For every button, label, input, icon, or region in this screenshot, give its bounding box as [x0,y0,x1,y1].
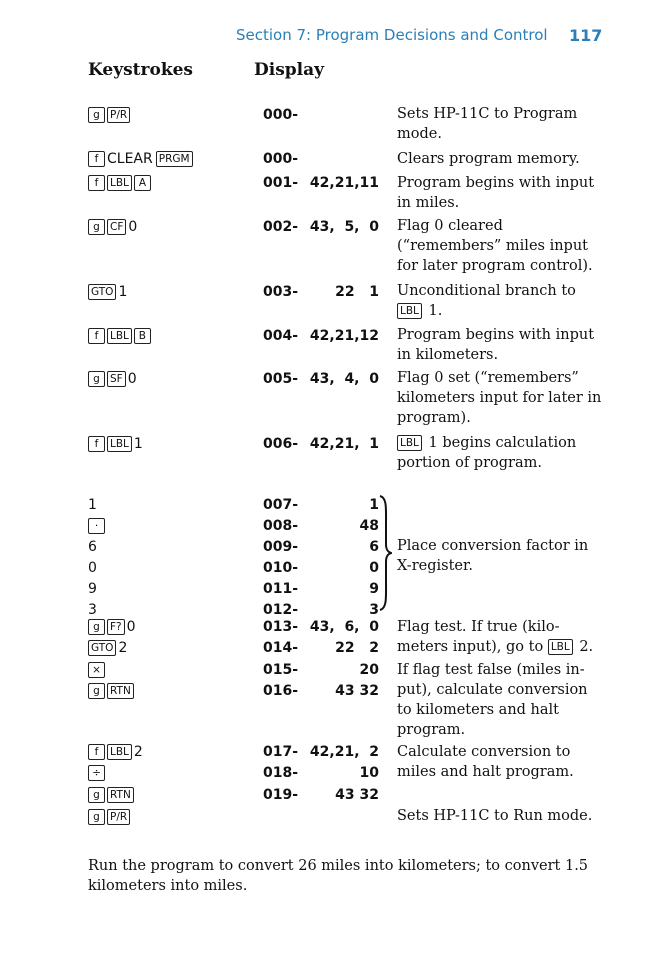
step-description: Program begins with input in kilometers. [397,327,595,363]
calculator-key: g [88,683,105,699]
line-number: 000- [263,107,299,123]
line-number: 008- [263,518,299,534]
keystroke-row [88,107,132,123]
keystroke-row [88,640,127,656]
keystroke-text: 3 [88,602,97,618]
keystroke-text: 1 [133,436,143,452]
line-number: 015- [263,662,299,678]
keystroke-row [88,619,136,635]
step-description: Unconditional branch to LBL 1. [397,283,576,319]
calculator-key: GTO [88,640,116,656]
calculator-key: P/R [107,809,130,825]
key-code: 43, 4, 0 [309,371,379,387]
line-number: 016- [263,683,299,699]
line-number: 005- [263,371,299,387]
keystroke-row [88,683,136,699]
line-number: 006- [263,436,299,452]
display-heading: Display [254,60,325,80]
line-number: 010- [263,560,299,576]
step-description: Program begins with input in miles. [397,175,595,211]
line-number: 007- [263,497,299,513]
calculator-key: LBL [107,436,132,452]
inline-key: LBL [397,303,422,319]
keystroke-row [88,371,137,387]
calculator-key: LBL [107,328,132,344]
calculator-key: g [88,787,105,803]
keystroke-row [88,151,195,167]
step-description: Calculate conversion to miles and halt program. [397,744,574,780]
line-number: 017- [263,744,299,760]
step-description: Sets HP-11C to Program mode. [397,106,578,142]
calculator-key: LBL [107,175,132,191]
key-code: 20 [359,662,379,678]
section-title: Section 7: Program Decisions and Control [236,26,548,44]
calculator-key: f [88,328,105,344]
keystroke-text: 1 [88,497,97,513]
calculator-key: SF [107,371,126,387]
keystroke-row [88,284,127,300]
step-description: Flag 0 set (“remembers” kilometers input for later in program). [397,370,602,426]
calculator-key: g [88,219,105,235]
key-code: 6 [369,539,379,555]
line-number: 014- [263,640,299,656]
calculator-key: × [88,662,105,678]
brace-bracket [378,494,392,612]
keystroke-row [88,328,153,344]
step-description: If flag test false (miles in-put), calculate conversion to kilometers and halt program. [397,662,588,738]
key-code: 10 [359,765,379,781]
keystroke-text: 0 [88,560,97,576]
step-description: Place conversion factor in X-register. [397,538,589,574]
keystroke-row [88,744,143,760]
keystroke-row [88,560,97,576]
key-code: 3 [369,602,379,618]
line-number: 001- [263,175,299,191]
calculator-key: RTN [107,683,134,699]
key-code: 42,21,12 [309,328,379,344]
calculator-key: g [88,107,105,123]
calculator-key: PRGM [156,151,193,167]
keystroke-text: 2 [133,744,143,760]
calculator-key: P/R [107,107,130,123]
keystroke-row [88,809,132,825]
keystroke-row [88,602,97,618]
key-code: 48 [359,518,379,534]
calculator-key: B [134,328,151,344]
calculator-key: f [88,175,105,191]
step-description: Flag 0 cleared (“remembers” miles input for later program control). [397,218,593,274]
keystrokes-heading: Keystrokes [88,60,193,80]
step-description: Clears program memory. [397,151,580,167]
line-number: 013- [263,619,299,635]
calculator-key: f [88,436,105,452]
line-number: 002- [263,219,299,235]
key-code: 42,21, 2 [309,744,379,760]
line-number: 003- [263,284,299,300]
calculator-key: · [88,518,105,534]
key-code: 9 [369,581,379,597]
key-code: 22 2 [335,640,379,656]
calculator-key: f [88,744,105,760]
key-code: 42,21, 1 [309,436,379,452]
keystroke-row [88,497,97,513]
keystroke-row [88,581,97,597]
keystroke-text: 0 [126,619,136,635]
keystroke-row [88,765,107,781]
calculator-key: GTO [88,284,116,300]
keystroke-text: 1 [118,284,128,300]
key-code: 43 32 [335,787,379,803]
key-code: 43, 6, 0 [309,619,379,635]
keystroke-text: 0 [128,219,138,235]
footer-text: Run the program to convert 26 miles into kilometers; to convert 1.5 kilometers into miles. [88,858,589,894]
keystroke-row [88,175,153,191]
calculator-key: A [134,175,151,191]
step-description: Flag test. If true (kilo-meters input), go to LBL 2. [397,619,594,655]
line-number: 000- [263,151,299,167]
key-code: 1 [369,497,379,513]
keystroke-row [88,436,143,452]
key-code: 43, 5, 0 [309,219,379,235]
calculator-key: LBL [107,744,132,760]
keystroke-text: CLEAR [107,151,153,167]
inline-key: LBL [397,435,422,451]
step-description: LBL 1 begins calculation portion of program. [397,435,577,471]
keystroke-row [88,539,97,555]
keystroke-text: 9 [88,581,97,597]
keystroke-row [88,662,107,678]
keystroke-row [88,518,107,534]
keystroke-text: 0 [127,371,137,387]
calculator-key: g [88,371,105,387]
line-number: 018- [263,765,299,781]
calculator-key: F? [107,619,125,635]
key-code: 42,21,11 [309,175,379,191]
calculator-key: g [88,809,105,825]
keystroke-row [88,219,137,235]
keystroke-row [88,787,136,803]
calculator-key: CF [107,219,126,235]
keystroke-text: 2 [118,640,128,656]
line-number: 012- [263,602,299,618]
key-code: 43 32 [335,683,379,699]
line-number: 004- [263,328,299,344]
calculator-key: ÷ [88,765,105,781]
key-code: 0 [369,560,379,576]
calculator-key: RTN [107,787,134,803]
calculator-key: g [88,619,105,635]
key-code: 22 1 [335,284,379,300]
line-number: 019- [263,787,299,803]
step-description: Sets HP-11C to Run mode. [397,808,593,824]
inline-key: LBL [548,639,573,655]
page-number: 117 [569,26,603,45]
keystroke-text: 6 [88,539,97,555]
line-number: 009- [263,539,299,555]
line-number: 011- [263,581,299,597]
calculator-key: f [88,151,105,167]
